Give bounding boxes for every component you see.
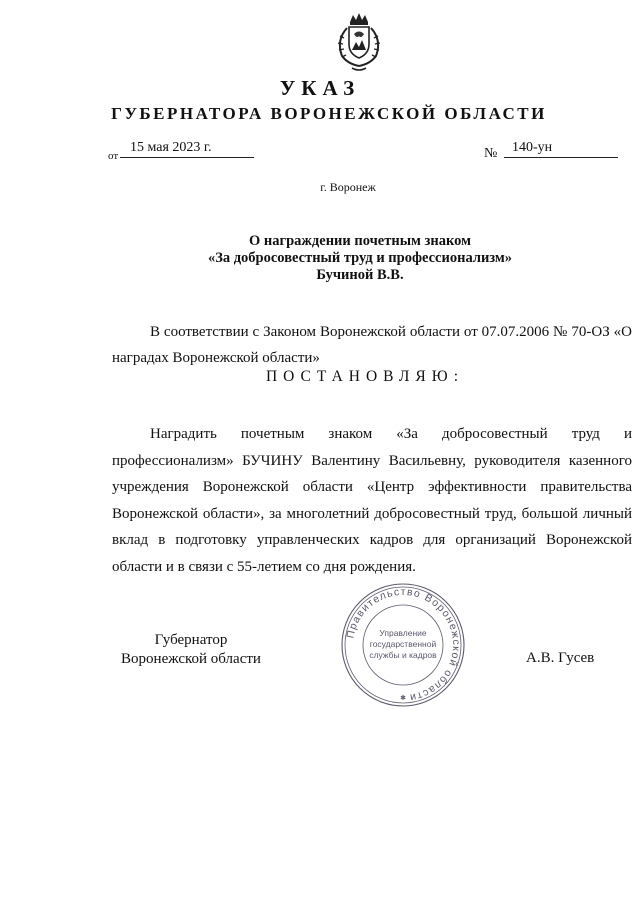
city-label: г. Воронеж: [320, 180, 376, 194]
date-prefix: от: [108, 150, 119, 162]
stamp-center-line: Управление: [379, 628, 427, 638]
number-prefix: №: [484, 146, 498, 161]
signatory-position: [112, 631, 270, 669]
issuer-title: ГУБЕРНАТОРА ВОРОНЕЖСКОЙ ОБЛАСТИ: [111, 104, 547, 123]
heading-line: Бучиной В.В.: [316, 267, 404, 283]
stamp-star-icon: ✱: [400, 694, 406, 702]
preamble-paragraph: В соответствии с Законом Воронежской области от 07.07.2006 № 70-ОЗ «О наградах Воронежской области»: [112, 324, 632, 366]
stamp-ring-text: Правительство Воронежской области: [344, 585, 463, 704]
document-type-title: УКАЗ: [279, 76, 361, 100]
coat-of-arms-icon: [328, 12, 390, 74]
stamp-center-line: государственной: [369, 639, 437, 649]
number-value: 140-ун: [504, 140, 618, 158]
decree-heading: [0, 233, 640, 284]
stamp-center-line: службы и кадров: [369, 650, 437, 660]
signatory-position-line: Губернатор: [154, 632, 228, 648]
signatory-position-line: Воронежской области: [121, 651, 261, 667]
resolve-word: ПОСТАНОВЛЯЮ:: [265, 368, 465, 385]
official-stamp: [338, 580, 468, 710]
heading-line: О награждении почетным знаком: [249, 233, 471, 249]
heading-line: «За добросовестный труд и профессионализм»: [207, 250, 513, 266]
signatory-name: А.В. Гусев: [526, 650, 595, 666]
decree-body-paragraph: Наградить почетным знаком «За добросовестный труд и профессионализм» БУЧИНУ Валентину Васильевну, руководителя казенного учреждения Воронежской области «Центр эффективности правительства Воронежской области», за многолетний добросовестный труд, большой личный вклад в подготовку управленческих кадров для организаций Воронежской области и в связи с 55-летием со дня рождения.: [112, 426, 632, 575]
date-value: 15 мая 2023 г.: [120, 140, 254, 158]
